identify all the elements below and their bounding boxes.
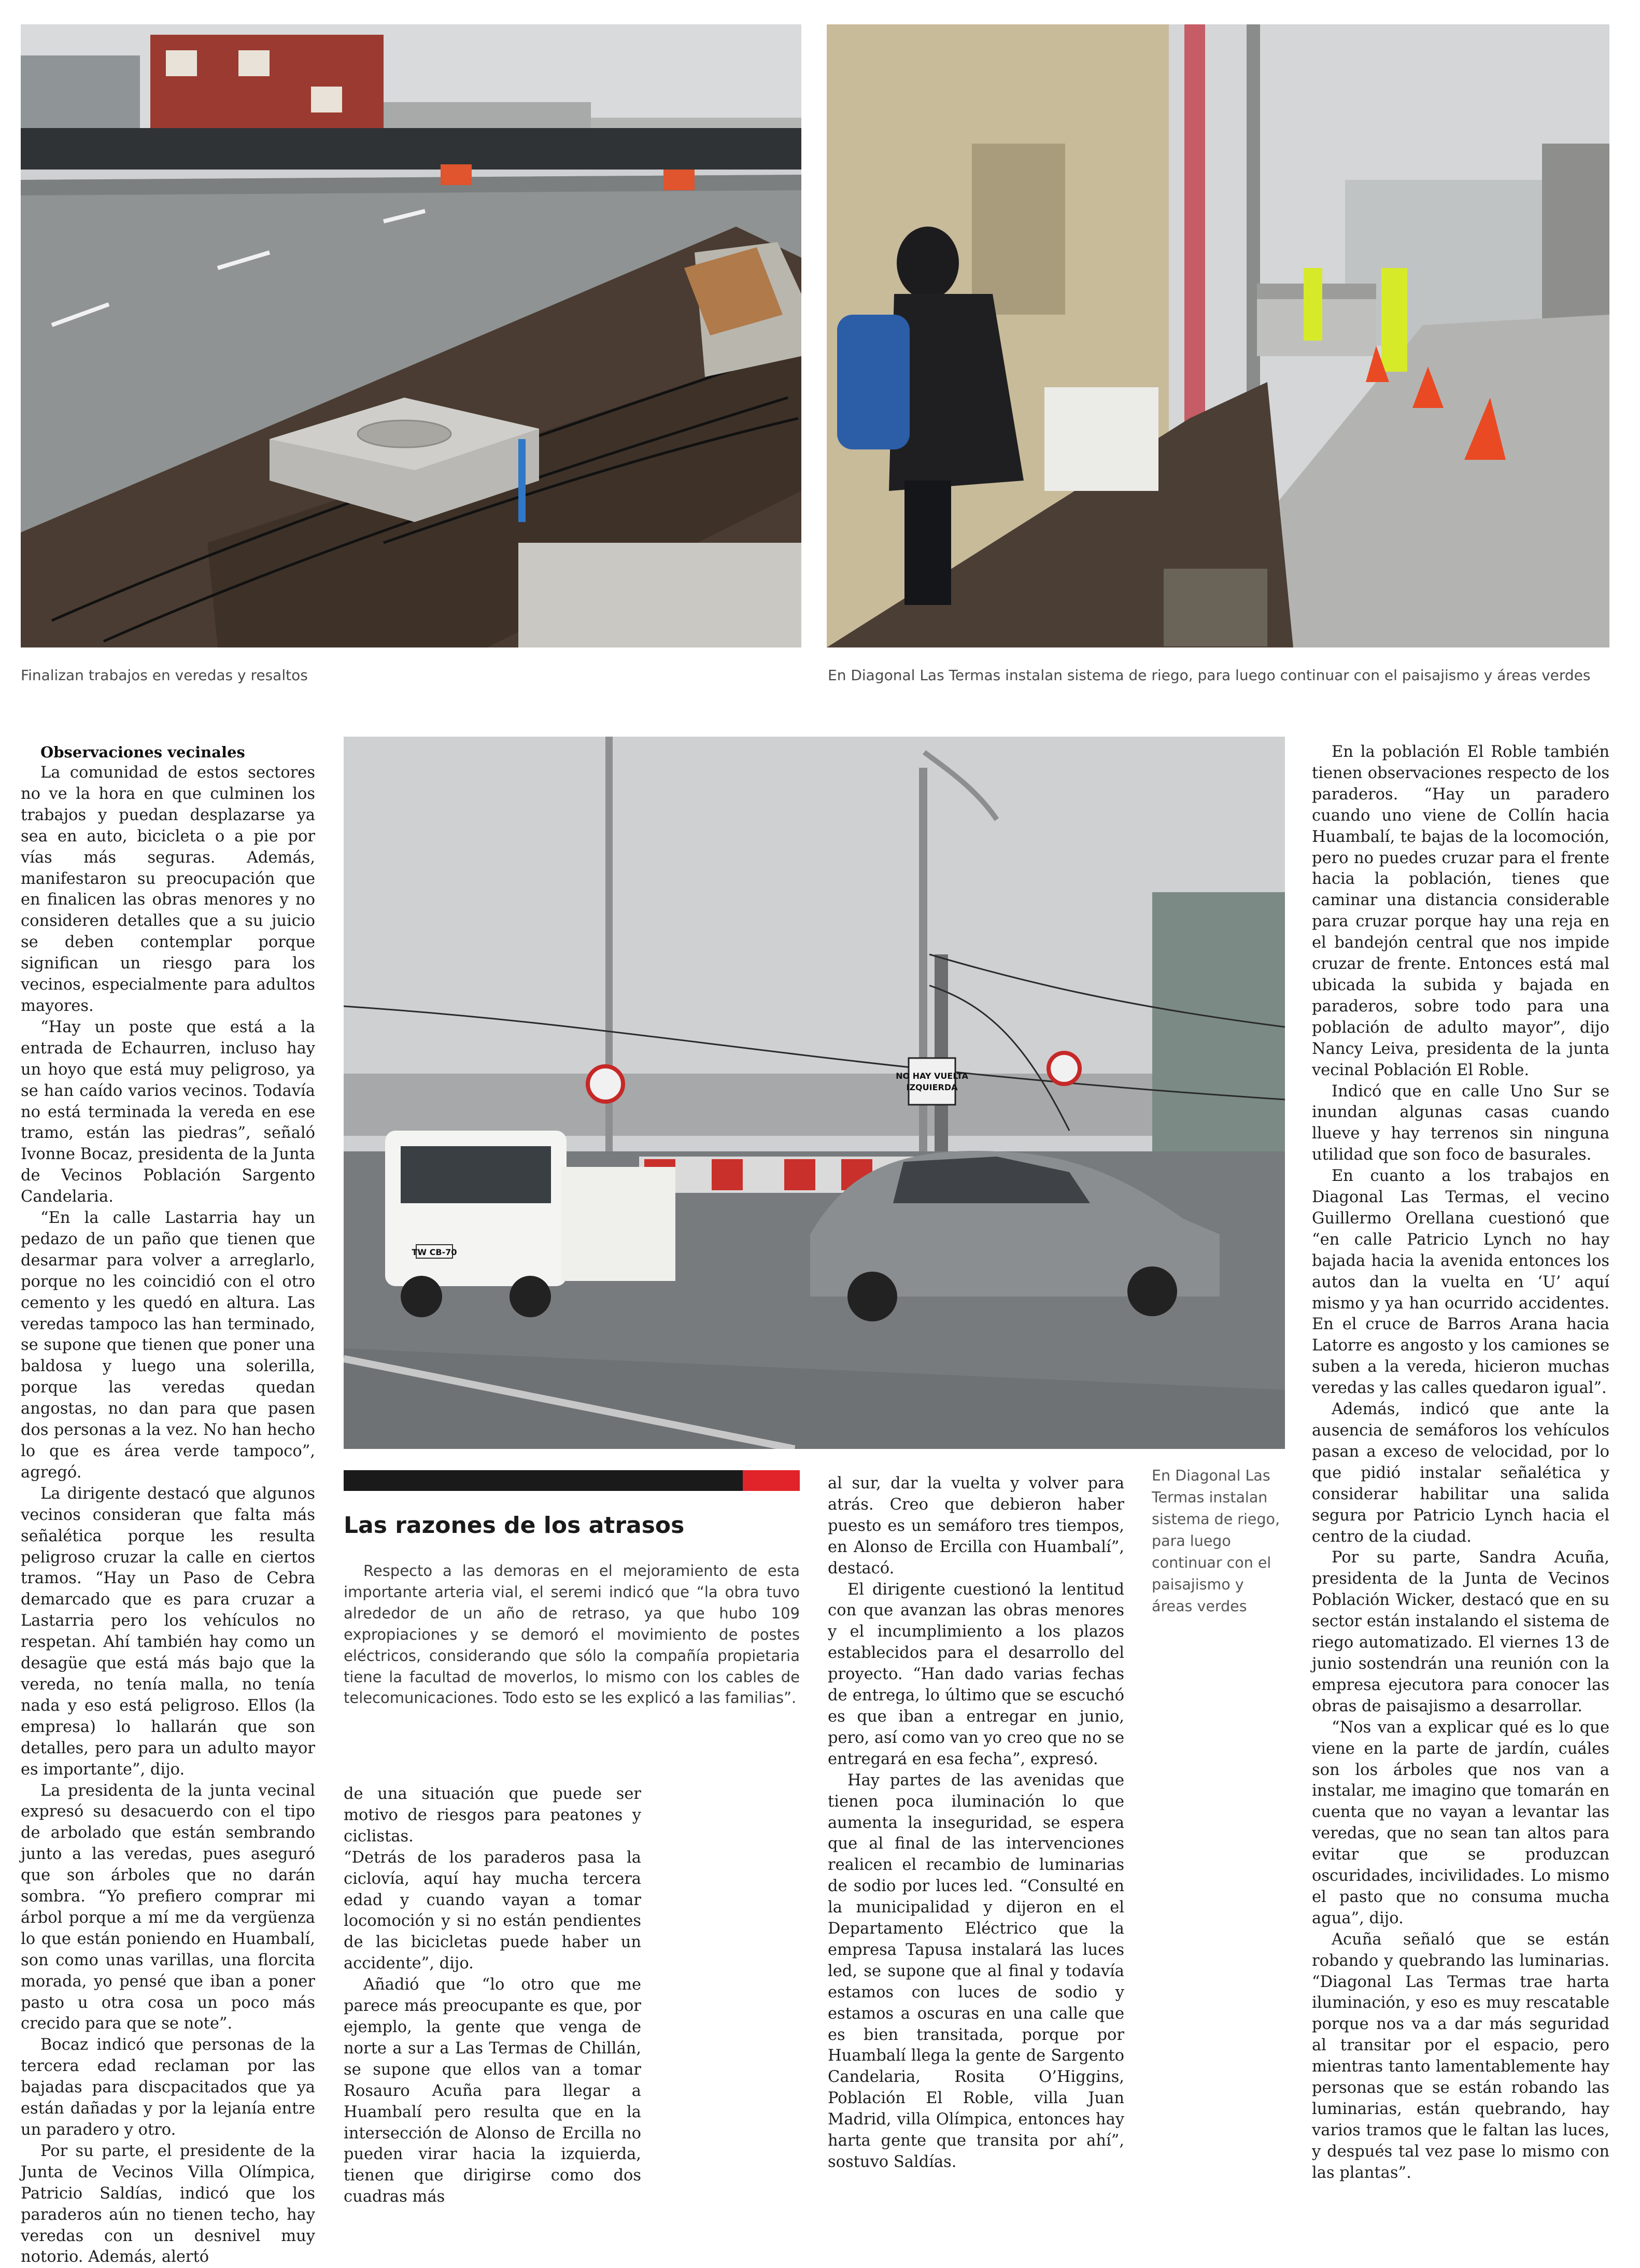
paragraph: En cuanto a los trabajos en Diagonal Las Termas, el vecino Guillermo Orellana cuestionó que “en calle Patricio Lynch no hay bajada hacia la avenida entonces los autos dan la vuelta en ‘U’ aquí mismo y ya han ocurrido accidentes. En el cruce de Barros Arana hacia Latorre es angosto y los camiones se suben a la vereda, hicieron muchas veredas y las calles quedaron igual”. [1312,1167,1609,1398]
paragraph: Acuña señaló que se están robando y quebrando las luminarias. “Diagonal Las Termas trae harta iluminación, y eso es muy rescatable porque nos va a dar más seguridad al transitar por el espacio, pero mientras tanto lamentablemente hay personas que se están robando las luminarias, están quebrando, hay varios tramos que le faltan las luces, y después tal vez pase lo mismo con las plantas”. [1312,1930,1609,2182]
paragraph: “Nos van a explicar qué es lo que viene en la parte de jardín, cuáles son los árboles que nos van a instalar, me imagino que tomarán en cuenta que no vayan a levantar las veredas, que no sean tan altos para evitar que se produzcan oscuridades, incivilidades. Lo mismo el pasto que no consuma mucha agua”, dijo. [1312,1718,1609,1927]
article-column-3 [828,1473,1124,2173]
paragraph: Además, indicó que ante la ausencia de semáforos los vehículos pasan a exceso de velocidad, por lo que pidió instalar señalética y considerar habilitar una salida segura por Patricio Lynch hacia el centro de la ciudad. [1312,1400,1609,1546]
photo-diagonal-las-termas-traffic [344,737,1285,1449]
article-column-1 [21,742,315,2268]
paragraph: La dirigente destacó que algunos vecinos consideran que falta más señalética porque les resulta peligroso cruzar la calle en ciertos tramos. “Hay un Paso de Cebra demarcado que es para cruzar a Lastarria pero los vehículos no respetan. Ahí también hay como un desagüe que está más bajo que la vereda, no tenía malla, no tenía nada y eso está peligroso. Ellos (la empresa) lo hallarán que son detalles, pero para un adulto mayor es importante”, dijo. [21,1484,315,1779]
photo-sidewalk-works-image [21,24,801,647]
paragraph: al sur, dar la vuelta y volver para atrás. Creo que debieron haber puesto es un semáforo tres tiempos, en Alonso de Ercilla con Huambalí”, destacó. [828,1474,1124,1577]
article-column-2 [344,1784,641,2208]
article-column-4 [1312,742,1609,2184]
box-text: Respecto a las demoras en el mejoramiento de esta importante arteria vial, el seremi indicó que “la obra tuvo alrededor de un año de retraso, ya que hubo 109 expropiaciones y se demoró el movimiento de postes eléctricos, considerando que sólo la compañía propietaria tiene la facultad de moverlos, lo mismo con los cables de telecomunicaciones. Todo esto se les explicó a las familias”. [344,1562,800,1707]
photo-traffic-image [344,737,1285,1449]
paragraph: El dirigente cuestionó la lentitud con que avanzan las obras menores y el incumplimiento a los plazos establecidos para el desarrollo del proyecto. “Han dado varias fechas de entrega, lo último que se escuchó es que iban a entregar en junio, pero, así como van yo creo que no se entregará en esa fecha”, expresó. [828,1580,1124,1768]
paragraph: de una situación que puede ser motivo de riesgos para peatones y ciclistas. [344,1785,641,1846]
paragraph: La comunidad de estos sectores no ve la hora en que culminen los trabajos y puedan desplazarse ya sea en auto, bicicleta o a pie por vías más seguras. Además, manifestaron su preocupación que en finalicen las obras menores y no consideren detalles que a su juicio se deben contemplar porque significan un riesgo para los vecinos, especialmente para adultos mayores. [21,764,315,1015]
photo-sidewalk-works [21,24,801,647]
paragraph: En la población El Roble también tienen observaciones respecto de los paraderos. “Hay un paradero cuando uno viene de Collín hacia Huambalí, te bajas de la locomoción, pero no puedes cruzar para el frente hacia la población, tienes que caminar una distancia considerable para cruzar porque hay una reja en el bandejón central que nos impide cruzar de frente. Entonces está mal ubicada la subida y bajada en paraderos, sobre todo para una población de adulto mayor”, dijo Nancy Leiva, presidenta de la junta vecinal Población El Roble. [1312,743,1609,1079]
box-header-bar [344,1470,743,1491]
paragraph: Hay partes de las avenidas que tienen poca iluminación lo que aumenta la inseguridad, se espera que al final de las intervenciones realicen el recambio de luminarias de sodio por luces led. “Consulté en la municipalidad y dijeron en el Departamento Eléctrico que la empresa Tapusa instalará las luces led, se supone que al final y todavía estamos con luces de sodio y estamos a oscuras en una calle que es bien transitada, porque por Huambalí llega la gente de Sargento Candelaria, Rosita O’Higgins, Población El Roble, villa Juan Madrid, villa Olímpica, entonces hay harta gente que transita por ahí”, sostuvo Saldías. [828,1771,1124,2171]
paragraph: Por su parte, el presidente de la Junta de Vecinos Villa Olímpica, Patricio Saldías, indicó que los paraderos aún no tienen techo, hay veredas con un desnivel muy notorio. Además, alertó [21,2142,315,2266]
paragraph: Por su parte, Sandra Acuña, presidenta de la Junta de Vecinos Población Wicker, destacó que en su sector están instalando el sistema de riego automatizado. El viernes 13 de junio sostendrán una reunión con la empresa ejecutora para conocer las obras de paisajismo a desarrollar. [1312,1548,1609,1715]
paragraph: “Hay un poste que está a la entrada de Echaurren, incluso hay un hoyo que está muy peligroso, ya se han caído varios vecinos. Todavía no está terminada la vereda en ese tramo, están las piedras”, señaló Ivonne Bocaz, presidenta de la Junta de Vecinos Población Sargento Candelaria. [21,1018,315,1206]
paragraph: Indicó que en calle Uno Sur se inundan algunas casas cuando llueve y hay terrenos sin ninguna utilidad que son foco de basurales. [1312,1082,1609,1164]
paragraph: Añadió que “lo otro que me parece más preocupante es que, por ejemplo, la gente que venga de norte a sur a Las Termas de Chillán, se supone que ellos van a tomar Rosauro Acuña para llegar a Huambalí pero resulta que en la intersección de Alonso de Ercilla no pueden virar hacia la izquierda, tienen que dirigirse como dos cuadras más [344,1976,641,2206]
box-header-accent [743,1470,800,1491]
photo-irrigation-install [827,24,1609,647]
box-title: Las razones de los atrasos [344,1512,685,1539]
photo-irrigation-install-image [827,24,1609,647]
photo-sign-text: NO HAY VUELTA [896,1071,968,1081]
caption-center-photo: En Diagonal Las Termas instalan sistema de riego, para luego continuar con el paisajismo y áreas verdes [1152,1467,1280,1615]
paragraph: Bocaz indicó que personas de la tercera edad reclaman por las bajadas para discpacitados que ya están dañadas y por la lejanía entre un paradero y otro. [21,2036,315,2139]
photo-plate-text: TW CB-70 [412,1247,457,1257]
paragraph: “Detrás de los paraderos pasa la ciclovía, aquí hay mucha tercera edad y cuando vayan a tomar locomoción y si no están pendientes de las bicicletas puede haber un accidente”, dijo. [344,1848,641,1973]
caption-top-right: En Diagonal Las Termas instalan sistema de riego, para luego continuar con el paisajismo y áreas verdes [828,667,1591,684]
svg-text:IZQUIERDA: IZQUIERDA [906,1082,958,1092]
caption-top-left: Finalizan trabajos en veredas y resaltos [21,667,308,684]
paragraph: La presidenta de la junta vecinal expresó su desacuerdo con el tipo de arbolado que están sembrando junto a las veredas, pues aseguró que son árboles que no darán sombra. “Yo prefiero comprar mi árbol porque a mí me da vergüenza lo que están poniendo en Huambalí, son como unas varillas, una florcita morada, yo pensé que iban a poner pasto u otra cosa un poco más crecido para que se note”. [21,1781,315,2033]
paragraph: “En la calle Lastarria hay un pedazo de un paño que tienen que desarmar para volver a arreglarlo, porque no les coincidió con el otro cemento y les quedó en altura. Las veredas tampoco las han terminado, se supone que tienen que poner una baldosa y luego una solerilla, porque las veredas quedan angostas, no dan para que pasen dos personas a la vez. No han hecho lo que es área verde tampoco”, agregó. [21,1209,315,1482]
subhead-observaciones: Observaciones vecinales [40,743,245,761]
